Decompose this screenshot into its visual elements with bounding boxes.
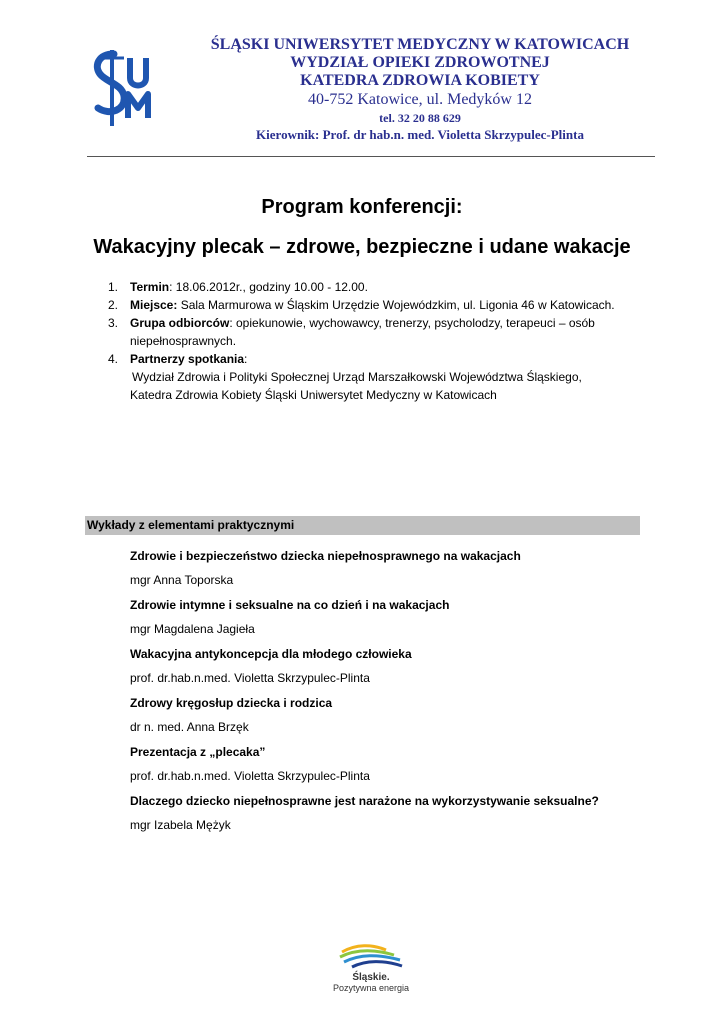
partner-line: Wydział Zdrowia i Polityki Społecznej Urząd Marszałkowski Województwa Śląskiego, [132,370,582,384]
info-label: Termin [130,280,170,294]
list-item [108,350,648,368]
lecture-title: Prezentacja z „plecaka” [130,745,266,759]
lecture-title: Dlaczego dziecko niepełnosprawne jest narażone na wykorzystywanie seksualne? [130,794,599,808]
info-label: Partnerzy spotkania [130,352,245,366]
lecture-item [130,597,650,646]
info-text: : [244,352,248,366]
slaskie-logo [316,942,426,994]
info-text: Sala Marmurowa w Śląskim Urzędzie Wojewódzkim, ul. Ligonia 46 w Katowicach. [177,298,615,312]
list-number: 4. [108,352,119,366]
lecture-item [130,548,650,597]
waves-icon [338,942,406,970]
lecture-speaker: mgr Anna Toporska [130,573,234,587]
lecture-item [130,695,650,744]
info-list [108,278,648,404]
lecture-title: Wakacyjna antykoncepcja dla młodego człowieka [130,647,412,661]
lecture-speaker: dr n. med. Anna Brzęk [130,720,249,734]
lecture-item [130,646,650,695]
address: 40-752 Katowice, ul. Medyków 12 [308,91,532,108]
phone: tel. 32 20 88 629 [379,111,461,125]
logo-slogan: Pozytywna energia [332,983,410,993]
info-text: : opiekunowie, wychowawcy, trenerzy, psycholodzy, terapeuci – osób niepełnosprawnych. [130,316,595,348]
list-number: 1. [108,280,119,294]
header-divider [87,156,655,157]
list-number: 2. [108,298,119,312]
lecture-speaker: prof. dr.hab.n.med. Violetta Skrzypulec-Plinta [130,769,370,783]
lecture-speaker: mgr Magdalena Jagieła [130,622,255,636]
faculty-name: WYDZIAŁ OPIEKI ZDROWOTNEJ [290,54,550,71]
list-item [108,314,648,350]
section-header: Wykłady z elementami praktycznymi [85,516,640,535]
list-item [108,278,648,296]
letterhead [180,36,660,144]
partner-line: Katedra Zdrowia Kobiety Śląski Uniwersytet Medyczny w Katowicach [130,388,497,402]
lecture-list [130,548,650,842]
lecture-title: Zdrowy kręgosłup dziecka i rodzica [130,696,333,710]
info-label: Miejsce: [130,298,178,312]
lecture-speaker: mgr Izabela Mężyk [130,818,231,832]
lecture-speaker: prof. dr.hab.n.med. Violetta Skrzypulec-Plinta [130,671,370,685]
lecture-title: Zdrowie i bezpieczeństwo dziecka niepełnosprawnego na wakacjach [130,549,521,563]
list-number: 3. [108,316,119,330]
university-logo [88,48,172,128]
department-head: Kierownik: Prof. dr hab.n. med. Violetta Skrzypulec-Plinta [256,127,584,142]
lecture-item [130,793,650,842]
lecture-item [130,744,650,793]
page-title: Program konferencji: [261,196,463,218]
sum-logo-icon [88,48,172,128]
info-text: : 18.06.2012r., godziny 10.00 - 12.00. [169,280,368,294]
info-label: Grupa odbiorców [130,316,230,330]
university-name: ŚLĄSKI UNIWERSYTET MEDYCZNY W KATOWICACH [210,36,630,53]
logo-name: Śląskie. [352,972,390,983]
conference-subtitle: Wakacyjny plecak – zdrowe, bezpieczne i udane wakacje [93,236,631,258]
department-name: KATEDRA ZDROWIA KOBIETY [300,72,540,89]
lecture-title: Zdrowie intymne i seksualne na co dzień i na wakacjach [130,598,450,612]
list-item [108,296,648,314]
